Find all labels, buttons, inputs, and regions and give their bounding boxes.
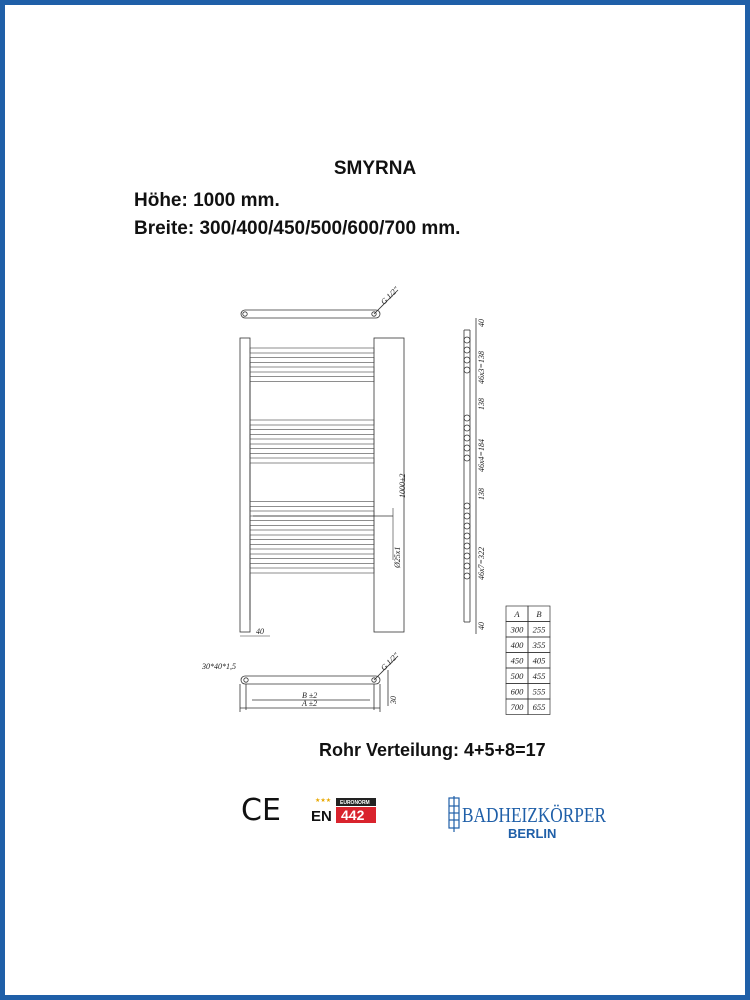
top-connection-label: G 1/2" bbox=[379, 284, 401, 307]
tube-row bbox=[250, 367, 374, 372]
side-gap1-label: 138 bbox=[477, 398, 486, 410]
tube-row bbox=[250, 358, 374, 363]
profile-dim-label: 30*40*1,5 bbox=[202, 662, 236, 671]
side-group3-label: 46x7=322 bbox=[477, 547, 486, 580]
brand-line1: BADHEIZKÖRPER bbox=[462, 803, 606, 827]
en-right-label: 442 bbox=[341, 807, 365, 823]
side-tube-marker bbox=[464, 503, 470, 509]
table-header-cell: B bbox=[536, 609, 542, 619]
side-tube-marker bbox=[464, 513, 470, 519]
tube-row bbox=[250, 559, 374, 564]
side-tube-marker bbox=[464, 455, 470, 461]
table-cell: 700 bbox=[510, 702, 524, 712]
bottom-connection-label: G 1/2" bbox=[379, 650, 401, 673]
a-dim-label: A ±2 bbox=[302, 699, 318, 708]
tube-row bbox=[250, 511, 374, 516]
product-title: SMYRNA bbox=[333, 158, 417, 179]
table-cell: 500 bbox=[510, 671, 524, 681]
tube-row bbox=[250, 439, 374, 444]
side-view bbox=[464, 318, 476, 634]
tube-row bbox=[250, 502, 374, 507]
tube-row bbox=[250, 348, 374, 353]
tube-dim-label: Ø25x1 bbox=[393, 546, 402, 568]
tube-row bbox=[250, 420, 374, 425]
side-tube-marker bbox=[464, 435, 470, 441]
height-dim-label: 1000±2 bbox=[398, 473, 407, 498]
en-stars: ★★★ bbox=[315, 797, 332, 804]
brand-logo bbox=[449, 796, 606, 841]
height-spec: Höhe: 1000 mm. bbox=[134, 190, 280, 211]
tube-row bbox=[250, 568, 374, 573]
side-tube-marker bbox=[464, 425, 470, 431]
side-group1-label: 46x3=138 bbox=[477, 351, 486, 384]
table-cell: 405 bbox=[532, 655, 546, 666]
tube-distribution: Rohr Verteilung: 4+5+8=17 bbox=[319, 740, 546, 760]
table-cell: 600 bbox=[510, 686, 524, 697]
tube-row bbox=[250, 530, 374, 535]
table-cell: 400 bbox=[510, 640, 524, 650]
side-tube-marker bbox=[464, 337, 470, 343]
side-top-label: 40 bbox=[477, 319, 486, 327]
bottom-view bbox=[240, 656, 398, 712]
side-tube-marker bbox=[464, 367, 470, 373]
en-top-label: EURONORM bbox=[340, 800, 370, 806]
front-view bbox=[240, 338, 404, 632]
tube-row bbox=[250, 521, 374, 526]
side-bottom-label: 40 bbox=[477, 622, 486, 630]
side-tube-marker bbox=[464, 523, 470, 529]
table-cell: 455 bbox=[532, 671, 546, 681]
side-tube-marker bbox=[464, 533, 470, 539]
table-cell: 255 bbox=[532, 624, 546, 635]
en442-badge bbox=[311, 797, 376, 825]
table-cell: 450 bbox=[510, 655, 524, 666]
side-group2-label: 46x4=184 bbox=[477, 439, 486, 472]
tube-row bbox=[250, 430, 374, 435]
side-tube-marker bbox=[464, 563, 470, 569]
depth-dim-label: 30 bbox=[389, 696, 398, 704]
side-tube-marker bbox=[464, 573, 470, 579]
width-spec: Breite: 300/400/450/500/600/700 mm. bbox=[134, 218, 461, 239]
side-tube-marker bbox=[464, 415, 470, 421]
en-left-label: EN bbox=[311, 808, 332, 825]
side-tube-marker bbox=[464, 543, 470, 549]
top-view bbox=[241, 290, 398, 318]
tube-rows bbox=[250, 348, 374, 573]
side-tube-markers bbox=[464, 337, 470, 579]
brand-line2: BERLIN bbox=[508, 826, 557, 841]
side-gap2-label: 138 bbox=[477, 488, 486, 500]
table-cell: 355 bbox=[532, 640, 546, 650]
tube-row bbox=[250, 458, 374, 463]
tube-row bbox=[250, 549, 374, 554]
table-header-cell: A bbox=[514, 609, 520, 619]
radiator-icon bbox=[449, 796, 459, 832]
side-tube-marker bbox=[464, 445, 470, 451]
size-table bbox=[506, 606, 550, 715]
tube-row bbox=[250, 449, 374, 454]
table-cell: 555 bbox=[532, 686, 546, 697]
b-dim-label: B ±2 bbox=[302, 691, 318, 700]
side-tube-marker bbox=[464, 553, 470, 559]
table-cell: 655 bbox=[532, 702, 546, 712]
tube-row bbox=[250, 377, 374, 382]
side-offset-label: 40 bbox=[256, 627, 264, 636]
ce-mark: CE bbox=[241, 793, 281, 828]
table-cell: 300 bbox=[510, 624, 524, 635]
side-tube-marker bbox=[464, 357, 470, 363]
tube-row bbox=[250, 540, 374, 545]
side-tube-marker bbox=[464, 347, 470, 353]
